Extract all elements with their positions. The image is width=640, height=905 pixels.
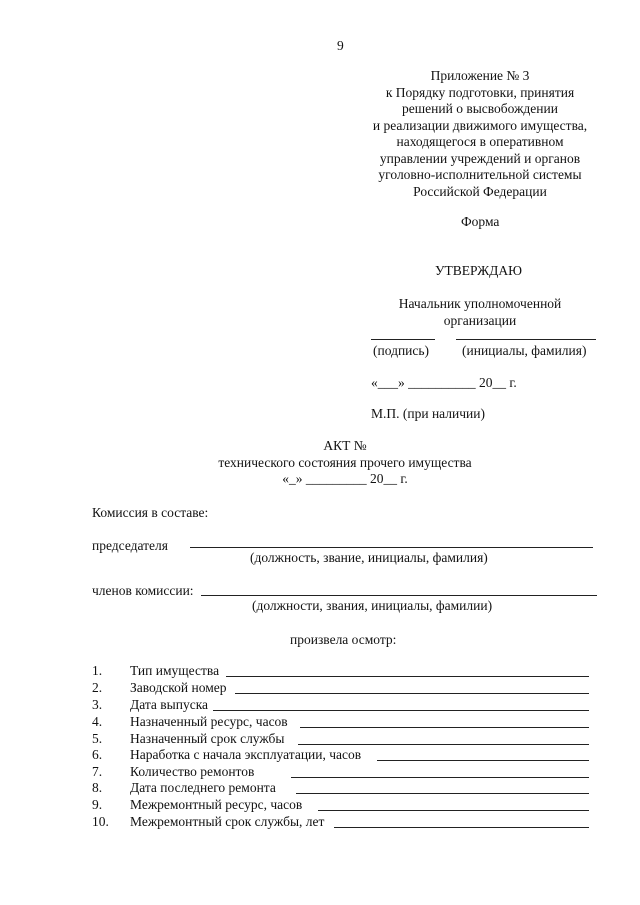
item-field[interactable]: [296, 793, 589, 794]
commission-intro: Комиссия в составе:: [92, 505, 209, 520]
page-number: 9: [337, 38, 344, 53]
item-field[interactable]: [334, 827, 589, 828]
item-field[interactable]: [318, 810, 589, 811]
item-label: Дата выпуска: [130, 697, 209, 712]
appendix-line: Приложение № 3: [430, 68, 530, 83]
item-number: 10.: [92, 814, 109, 829]
chair-caption: (должность, звание, инициалы, фамилия): [250, 550, 488, 565]
members-field[interactable]: [201, 595, 597, 596]
item-label: Назначенный срок службы: [130, 731, 285, 746]
stamp-note: М.П. (при наличии): [371, 406, 485, 421]
inspection-heading: произвела осмотр:: [290, 632, 397, 647]
approver-position-line: Начальник уполномоченной: [398, 296, 562, 311]
approver-position: [380, 296, 580, 329]
item-number: 5.: [92, 731, 103, 746]
item-field[interactable]: [377, 760, 589, 761]
item-number: 8.: [92, 780, 103, 795]
item-label: Заводской номер: [130, 680, 227, 695]
item-field[interactable]: [213, 710, 589, 711]
members-caption: (должности, звания, инициалы, фамилии): [252, 598, 493, 613]
appendix-line: Российской Федерации: [413, 183, 547, 199]
item-number: 3.: [92, 697, 103, 712]
appendix-header: [360, 68, 600, 200]
approval-title: УТВЕРЖДАЮ: [435, 263, 523, 278]
item-number: 9.: [92, 797, 103, 812]
act-subtitle: технического состояния прочего имущества: [218, 454, 472, 470]
chair-label: председателя: [92, 538, 168, 553]
signature-caption: (подпись): [373, 343, 430, 358]
item-number: 1.: [92, 663, 103, 678]
item-label: Наработка с начала эксплуатации, часов: [130, 747, 362, 762]
act-date[interactable]: «_» _________ 20__ г.: [282, 471, 408, 486]
form-label: Форма: [461, 214, 500, 229]
appendix-line: управлении учреждений и органов: [379, 150, 581, 166]
appendix-line: к Порядку подготовки, принятия: [385, 84, 575, 100]
item-number: 4.: [92, 714, 103, 729]
item-field[interactable]: [235, 693, 589, 694]
approver-position-line: организации: [443, 312, 517, 328]
item-label: Количество ремонтов: [130, 764, 255, 779]
item-label: Назначенный ресурс, часов: [130, 714, 288, 729]
act-title: АКТ №: [323, 438, 367, 453]
item-number: 6.: [92, 747, 103, 762]
approval-date[interactable]: «___» __________ 20__ г.: [371, 375, 517, 390]
appendix-line: и реализации движимого имущества,: [372, 117, 588, 133]
item-number: 7.: [92, 764, 103, 779]
item-field[interactable]: [291, 777, 589, 778]
item-field[interactable]: [300, 727, 589, 728]
item-label: Тип имущества: [130, 663, 220, 678]
members-label: членов комиссии:: [92, 583, 194, 598]
name-line[interactable]: [456, 339, 596, 340]
chair-field[interactable]: [190, 547, 593, 548]
appendix-line: находящегося в оперативном: [396, 134, 564, 149]
item-label: Дата последнего ремонта: [130, 780, 276, 795]
appendix-line: уголовно-исполнительной системы: [378, 167, 582, 182]
act-header: [180, 438, 510, 488]
item-field[interactable]: [298, 744, 589, 745]
item-label: Межремонтный срок службы, лет: [130, 814, 325, 829]
item-field[interactable]: [226, 676, 589, 677]
item-number: 2.: [92, 680, 103, 695]
name-caption: (инициалы, фамилия): [462, 343, 587, 358]
appendix-line: решений о высвобождении: [402, 101, 558, 116]
signature-line[interactable]: [371, 339, 435, 340]
item-label: Межремонтный ресурс, часов: [130, 797, 303, 812]
